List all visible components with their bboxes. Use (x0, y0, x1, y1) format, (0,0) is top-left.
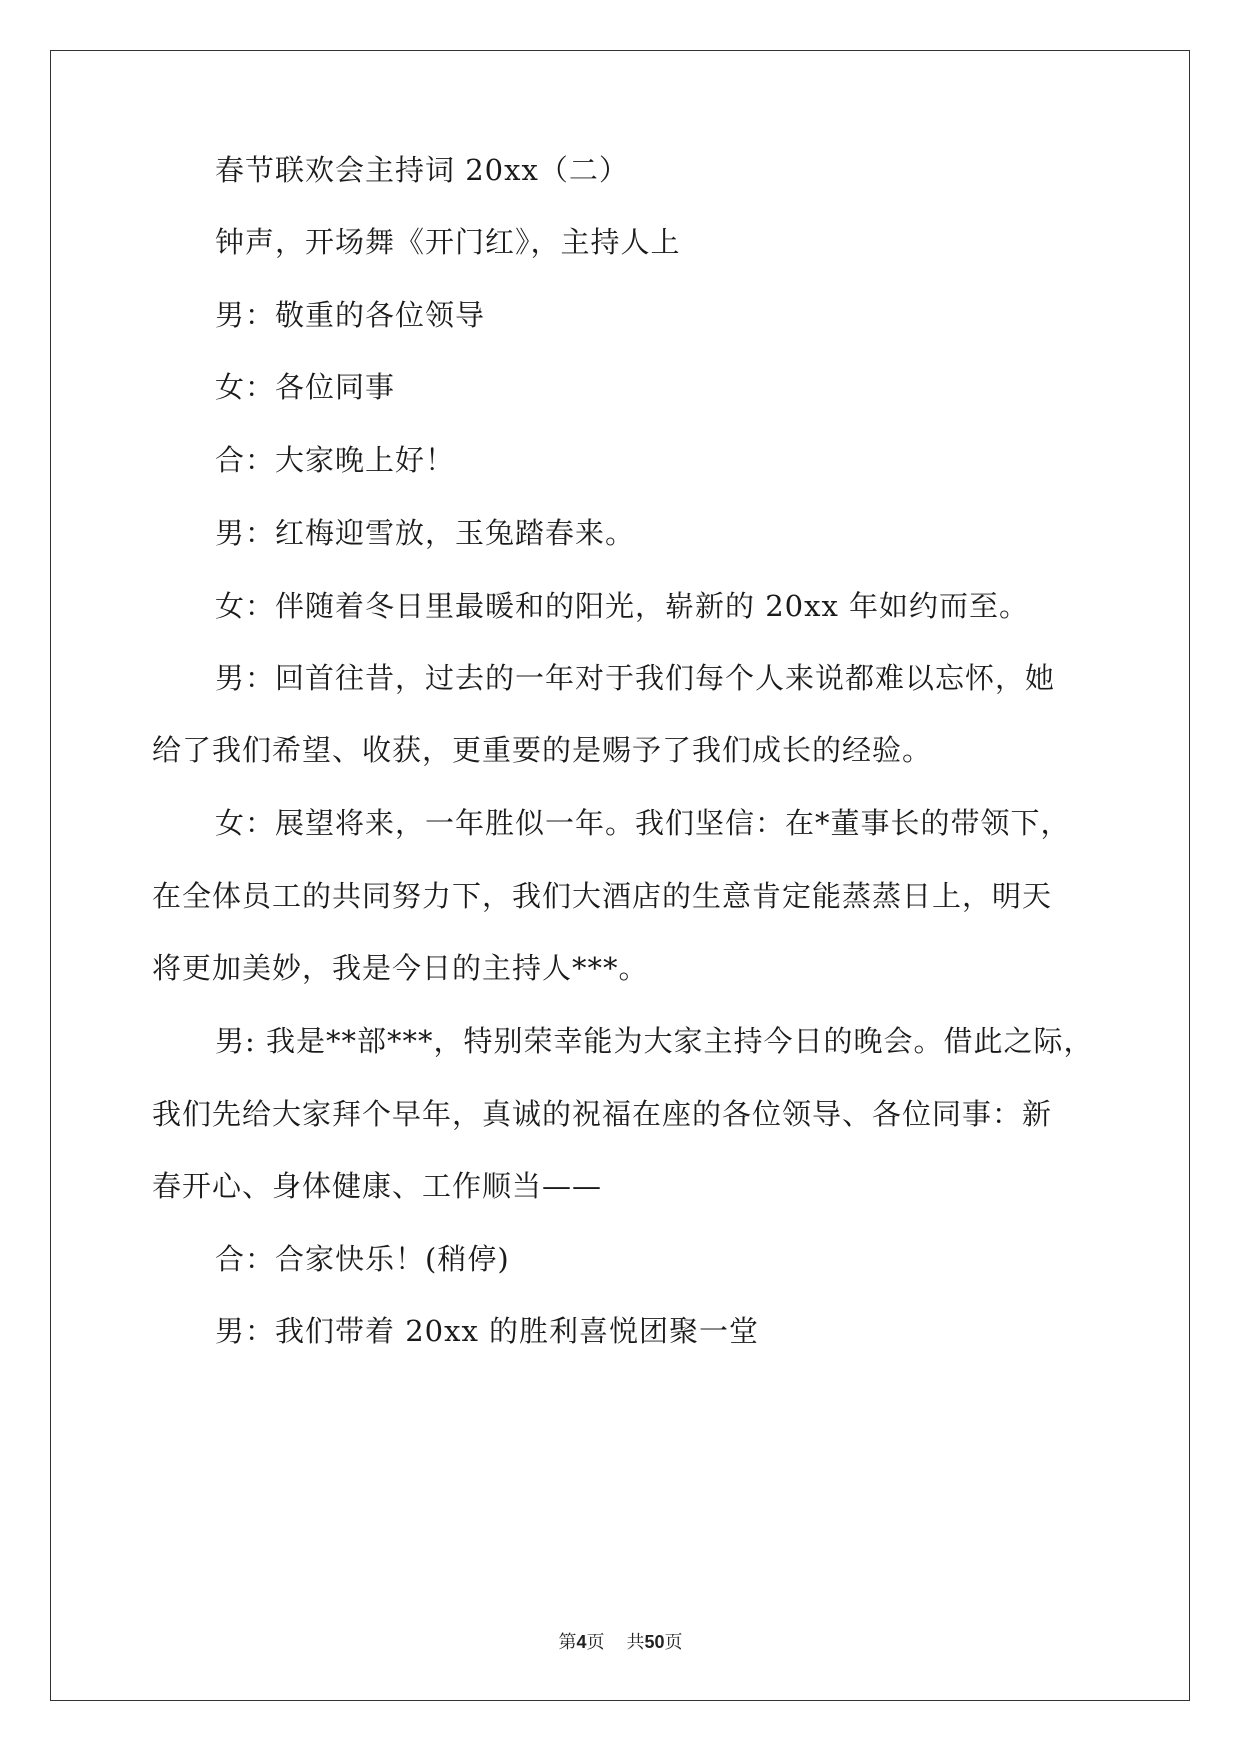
total-prefix: 共 (626, 1632, 645, 1653)
paragraph-line: 男：我们带着 20xx 的胜利喜悦团聚一堂 (215, 1314, 760, 1348)
page-suffix: 页 (586, 1632, 605, 1653)
document-title: 春节联欢会主持词 20xx（二） (215, 153, 629, 187)
paragraph-line: 春开心、身体健康、工作顺当—— (152, 1169, 603, 1203)
paragraph-line: 我们先给大家拜个早年，真诚的祝福在座的各位领导、各位同事：新 (152, 1097, 1053, 1131)
paragraph-line: 男：红梅迎雪放，玉兔踏春来。 (215, 516, 636, 550)
paragraph-line: 将更加美妙，我是今日的主持人***。 (152, 951, 649, 985)
paragraph-line: 男: 我是**部***，特别荣幸能为大家主持今日的晚会。借此之际， (215, 1024, 1094, 1058)
paragraph-line: 女：伴随着冬日里最暖和的阳光，崭新的 20xx 年如约而至。 (215, 589, 1030, 623)
page-prefix: 第 (558, 1632, 577, 1653)
paragraph-line: 男：回首往昔，过去的一年对于我们每个人来说都难以忘怀，她 (215, 661, 1056, 695)
paragraph-line: 女：展望将来，一年胜似一年。我们坚信：在*董事长的带领下， (215, 806, 1071, 840)
paragraph-line: 女：各位同事 (215, 370, 396, 404)
paragraph-line: 钟声，开场舞《开门红》，主持人上 (215, 225, 681, 259)
total-suffix: 页 (664, 1632, 683, 1653)
paragraph-line: 给了我们希望、收获，更重要的是赐予了我们成长的经验。 (152, 733, 933, 767)
page-number: 4 (576, 1632, 587, 1652)
paragraph-line: 男：敬重的各位领导 (215, 298, 486, 332)
paragraph-line: 合：合家快乐！(稍停) (215, 1242, 510, 1276)
paragraph-line: 在全体员工的共同努力下，我们大酒店的生意肯定能蒸蒸日上，明天 (152, 879, 1053, 913)
page-footer (0, 1630, 1241, 1655)
paragraph-line: 合：大家晚上好！ (215, 443, 456, 477)
total-pages: 50 (644, 1632, 665, 1652)
